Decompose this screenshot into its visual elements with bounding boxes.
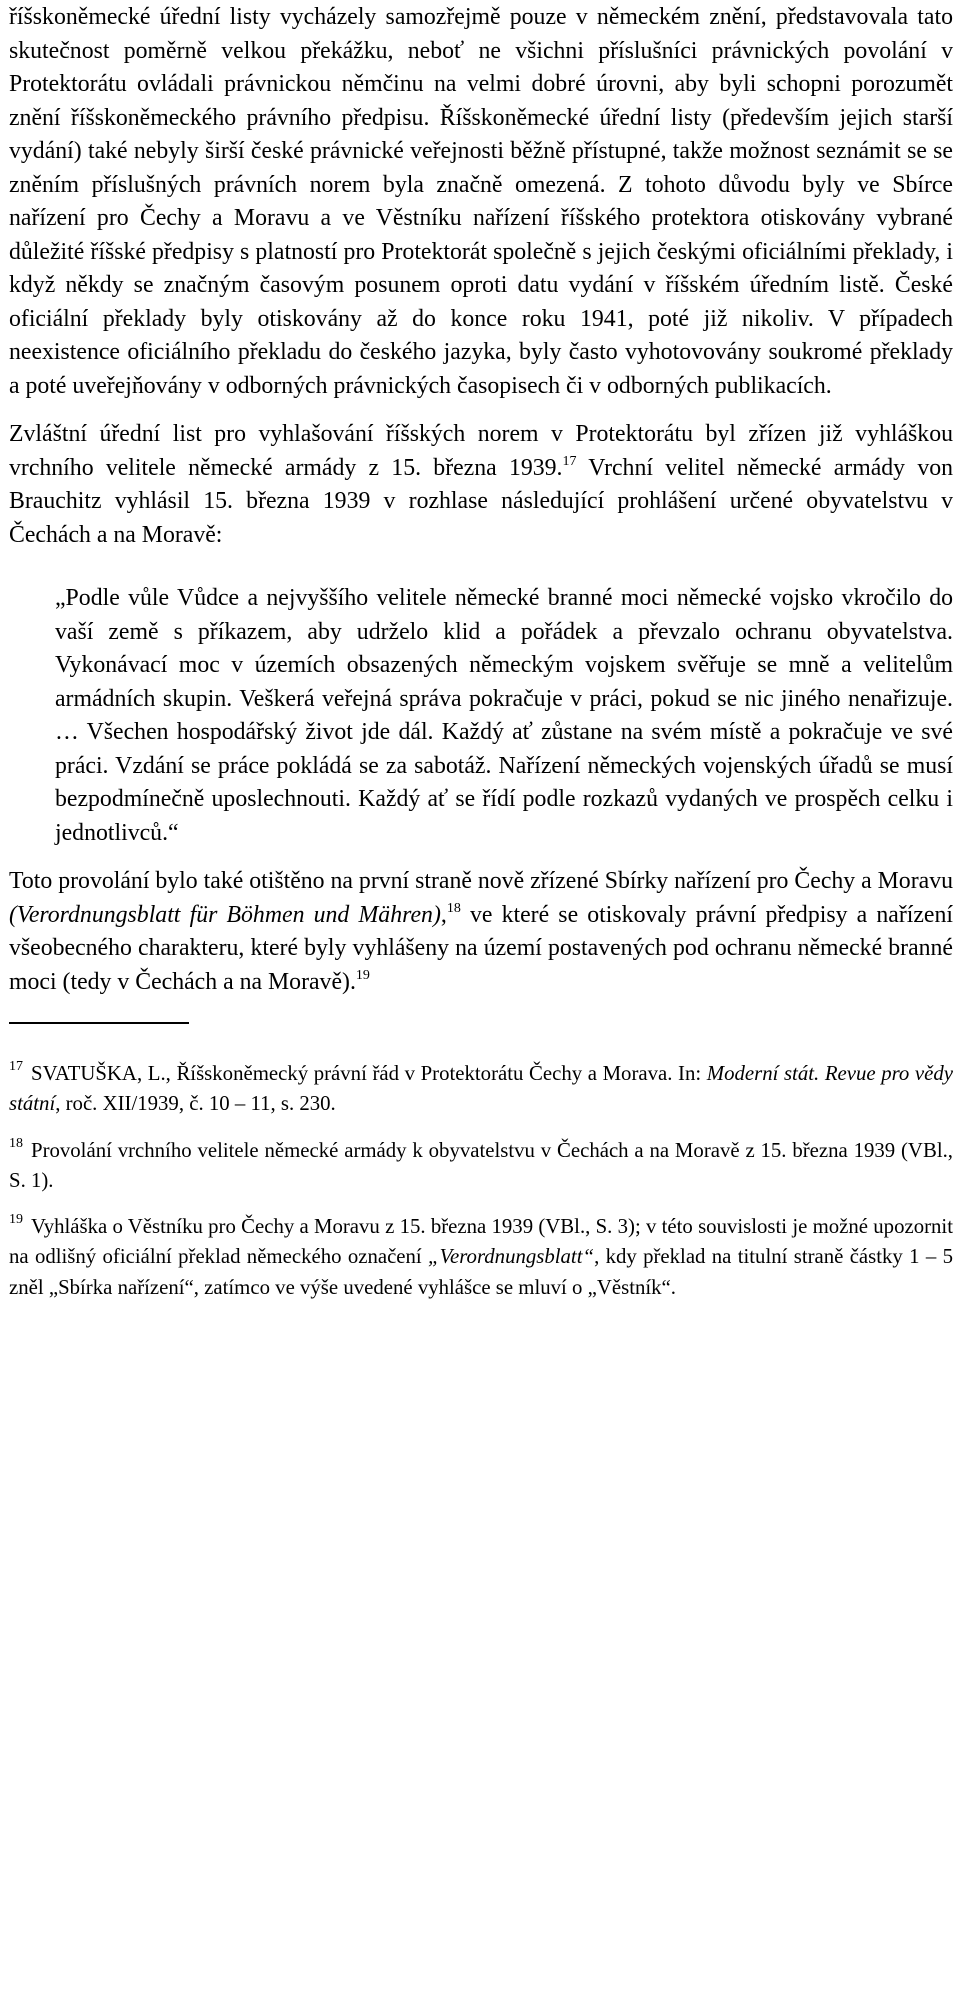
footnote-ref-17[interactable]: 17: [562, 453, 577, 469]
italic-title: Moderní stát. Revue pro vědy státní: [9, 1061, 954, 1115]
body-paragraph-2: [9, 418, 953, 552]
paragraph-text: Zvláštní úřední list pro vyhlašování říšských norem v Protektorátu byl zřízen již vyhláškou vrchního velitele německé armády z 15. března 1939.: [9, 421, 953, 481]
italic-title: „Verordnungsblatt“: [428, 1245, 595, 1268]
footnote-ref-18[interactable]: 18: [446, 900, 461, 916]
paragraph-text: říšskoněmecké úřední listy vycházely samozřejmě pouze v německém znění, představovala tato skutečnost poměrně velkou překážku, neboť ne všichni příslušníci právnických povolání v Protektorátu ovládali právnickou němčinu na velmi dobré úrovni, aby byli schopni porozumět znění říšskoněmeckého právního předpisu. Říšskoněmecké úřední listy (především jejich starší vydání) také nebyly širší české právnické veřejnosti běžně přístupné, takže možnost seznámit se se zněním příslušných právních norem byla značně omezená. Z tohoto důvodu byly ve Sbírce nařízení pro Čechy a Moravu a ve Věstníku nařízení říšského protektora otiskovány vybrané důležité říšské předpisy s platností pro Protektorát společně s jejich českými oficiálními překlady, i když někdy se značným časovým posunem oproti datu vydání v říšském úředním listě. České oficiální překlady byly otiskovány až do konce roku 1941, poté již nikoliv. V případech neexistence oficiálního překladu do českého jazyka, byly často vyhotovovány soukromé překlady a poté uveřejňovány v odborných právnických časopisech či v odborných publikacích.: [9, 4, 953, 399]
footnote-number: 19: [9, 1211, 23, 1227]
footnote-text: Vyhláška o Věstníku pro Čechy a Moravu z 15. března 1939 (VBl., S. 3); v této souvislosti je možné upozornit na odlišný oficiální překlad německého označení: [9, 1214, 953, 1268]
paragraph-text: Toto provolání bylo také otištěno na první straně nově zřízené Sbírky nařízení pro Čechy a Moravu: [9, 868, 953, 894]
footnote-text: SVATUŠKA, L., Říšskoněmecký právní řád v Protektorátu Čechy a Morava. In:: [31, 1061, 707, 1085]
quote-text: „Podle vůle Vůdce a nejvyššího velitele německé branné moci německé vojsko vkročilo do vaší země s příkazem, aby udrželo klid a pořádek a převzalo ochranu obyvatelstva. Vykonávací moc v územích obsazených německým vojskem svěřuje se mně a velitelům armádních skupin. Veškerá veřejná správa pokračuje v práci, pokud se nic jiného nenařizuje. … Všechen hospodářský život jde dál. Každý ať zůstane na svém místě a pokračuje ve své práci. Vzdání se práce pokládá se za sabotáž. Nařízení německých vojenských úřadů se musí bezpodmínečně uposlechnouti. Každý ať se řídí podle rozkazů vydaných ve prospěch celku i jednotlivců.“: [55, 585, 953, 846]
footnote-text: , roč. XII/1939, č. 10 – 11, s. 230.: [55, 1092, 336, 1115]
footnote-ref-19[interactable]: 19: [355, 967, 370, 983]
footnote-19: [9, 1212, 953, 1304]
paragraph-text: ve které se otiskovaly právní předpisy a nařízení všeobecného charakteru, které byly vyhlášeny na území postavených pod ochranu německé branné moci (tedy v Čechách a na Moravě).: [9, 901, 953, 995]
footnote-number: 17: [9, 1058, 23, 1074]
body-paragraph-4: [9, 865, 953, 999]
footnote-18: [9, 1136, 953, 1197]
paragraph-text: Vrchní velitel německé armády von Brauchitz vyhlásil 15. března 1939 v rozhlase následující prohlášení určené obyvatelstvu v Čechách a na Moravě:: [9, 454, 954, 548]
footnote-separator: [9, 1022, 189, 1024]
footnote-text: Provolání vrchního velitele německé armády k obyvatelstvu v Čechách a na Moravě z 15. března 1939 (VBl., S. 1).: [9, 1138, 953, 1192]
body-paragraph-1: [9, 1, 953, 403]
document-page: [9, 0, 953, 1303]
footnote-number: 18: [9, 1135, 23, 1151]
block-quote: [55, 582, 953, 850]
footnote-text: , kdy překlad na titulní straně částky 1 – 5 zněl „Sbírka nařízení“, zatímco ve výše uvedené vyhlášce se mluví o „Věstník“.: [9, 1245, 953, 1299]
italic-title: (Verordnungsblatt für Böhmen und Mähren): [9, 901, 441, 928]
footnote-17: [9, 1059, 953, 1120]
paragraph-text: ,: [440, 901, 447, 928]
